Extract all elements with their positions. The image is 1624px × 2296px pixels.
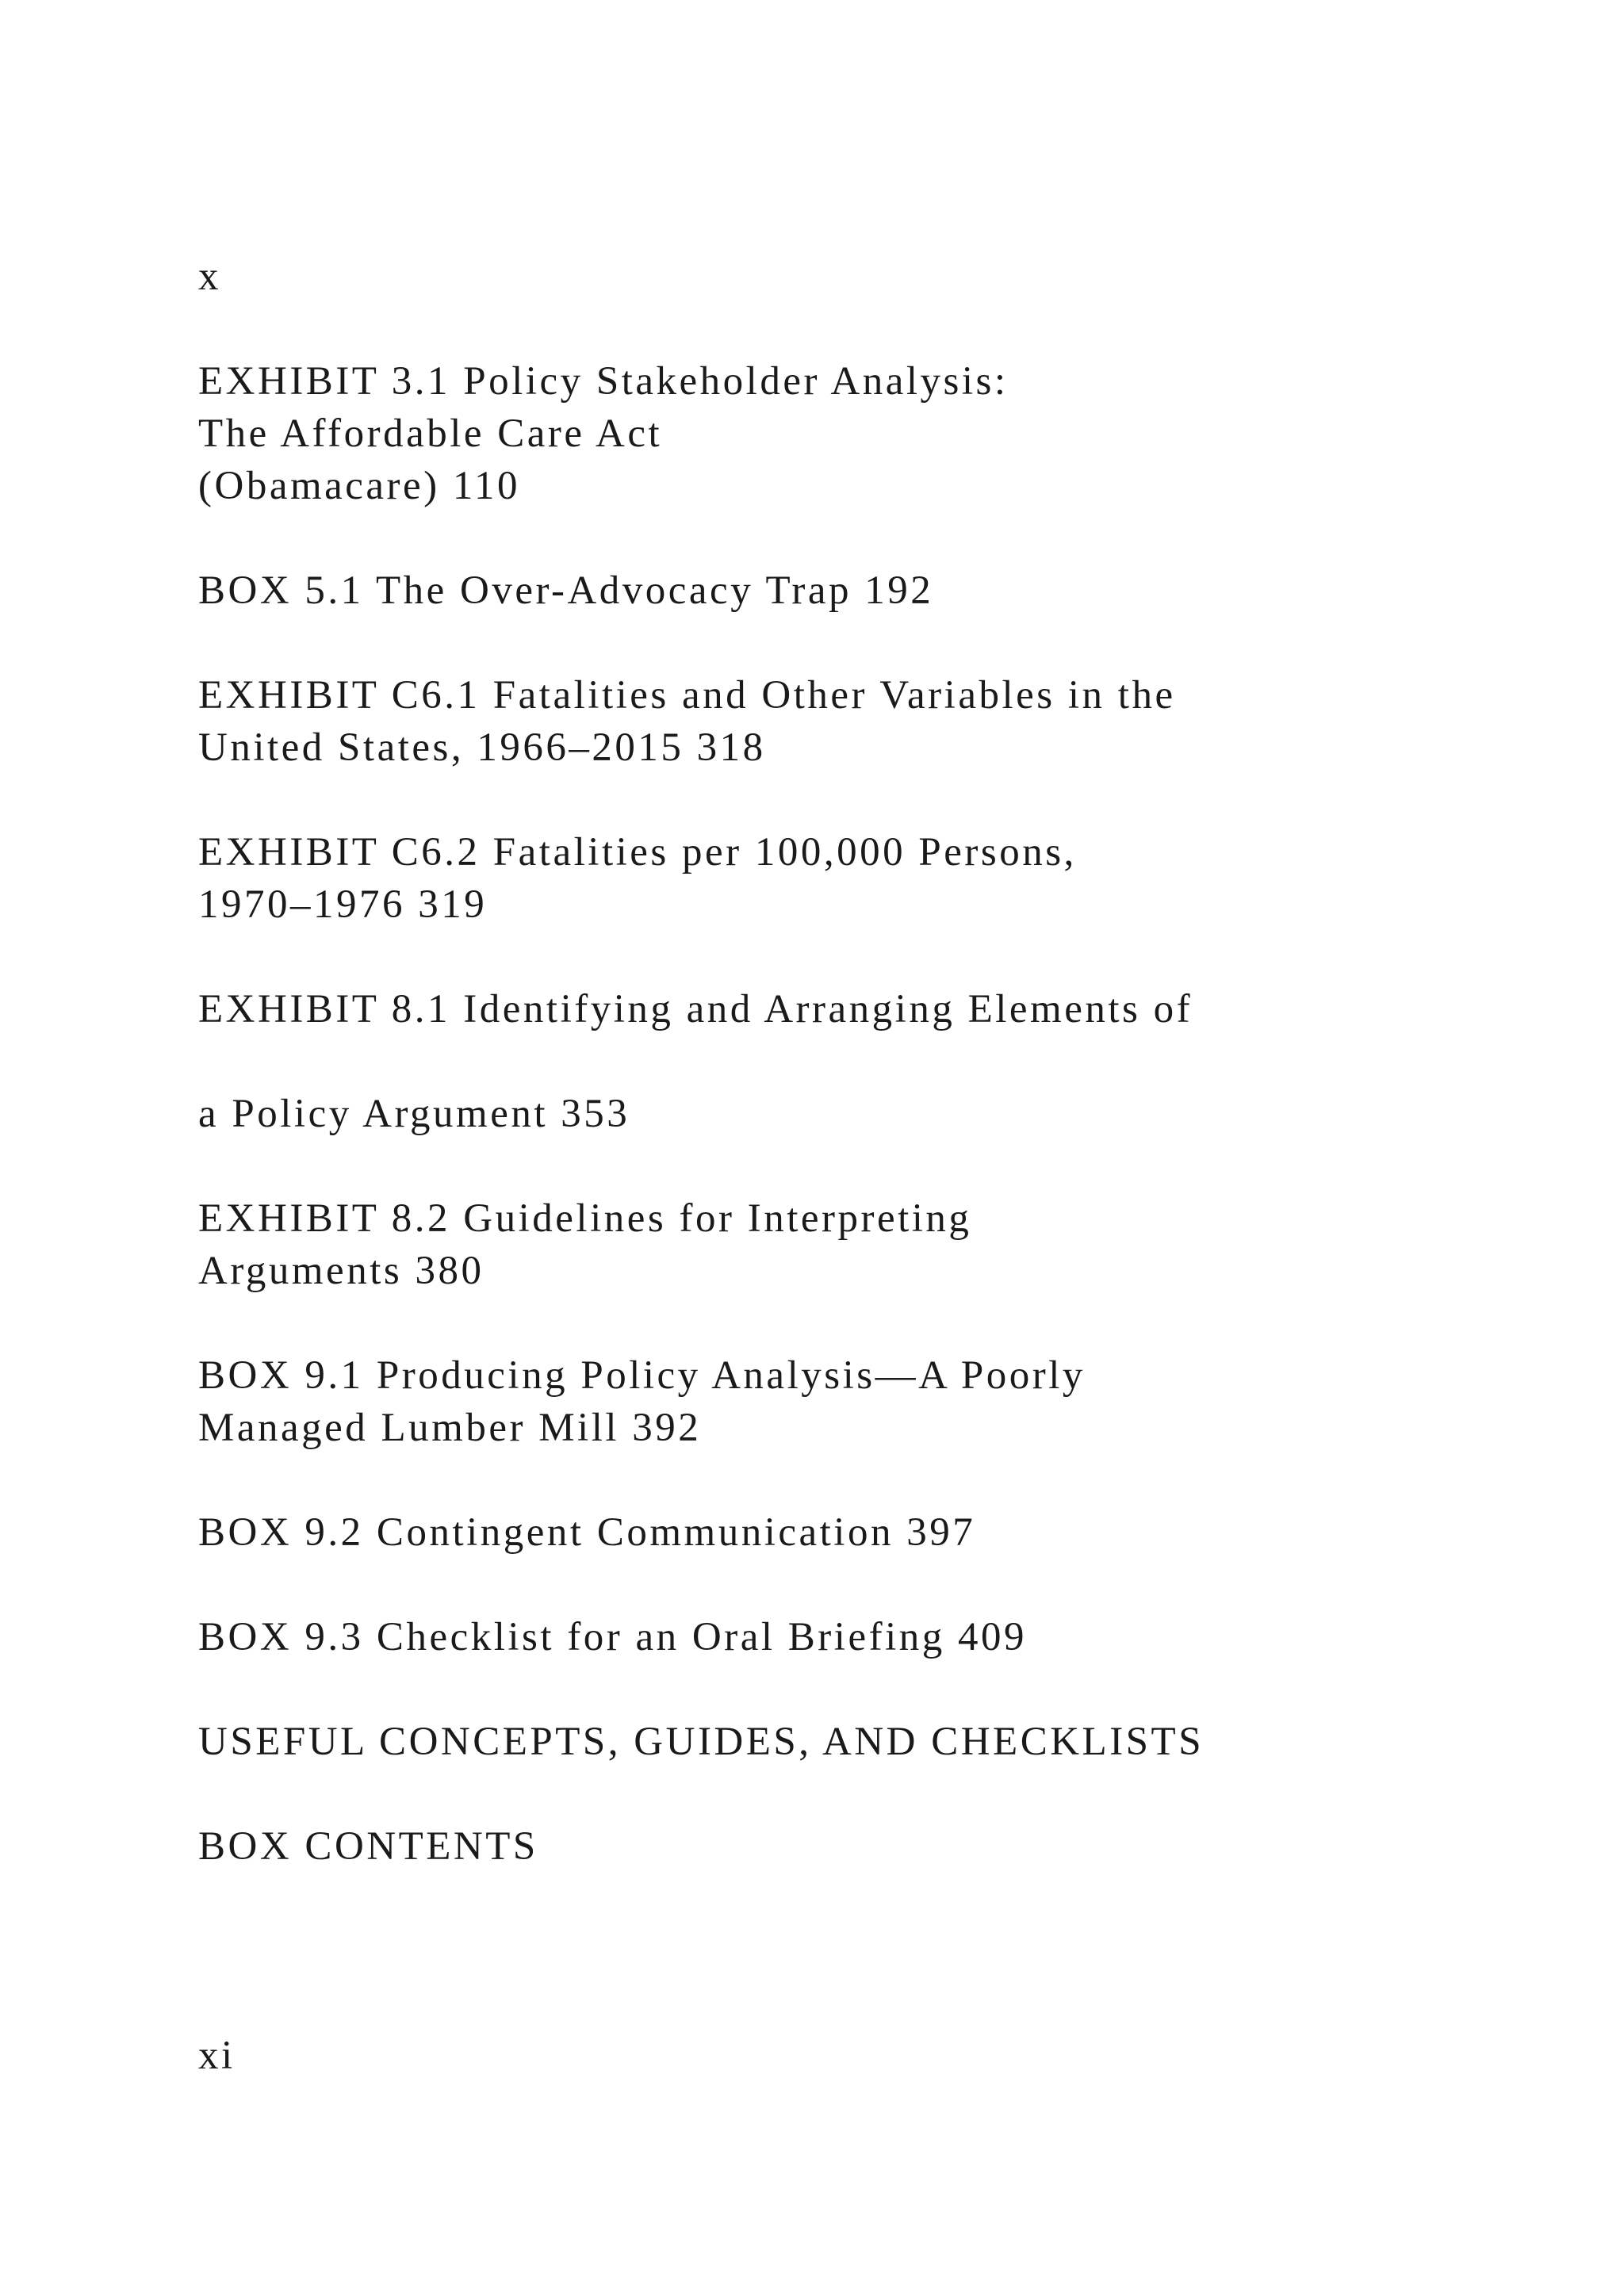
entry-exhibit-8-1-line-2: a Policy Argument 353 bbox=[198, 1092, 630, 1136]
entry-box-5-1: BOX 5.1 The Over-Advocacy Trap 192 bbox=[198, 568, 934, 613]
entry-box-9-1-line-1: BOX 9.1 Producing Policy Analysis—A Poorly bbox=[198, 1353, 1086, 1398]
entry-exhibit-c6-1-line-2: United States, 1966–2015 318 bbox=[198, 725, 766, 770]
entry-exhibit-8-2-line-1: EXHIBIT 8.2 Guidelines for Interpreting bbox=[198, 1196, 972, 1241]
entry-exhibit-c6-1-line-1: EXHIBIT C6.1 Fatalities and Other Variables in the bbox=[198, 673, 1176, 718]
entry-box-9-2: BOX 9.2 Contingent Communication 397 bbox=[198, 1510, 976, 1555]
entry-exhibit-8-1-line-1: EXHIBIT 8.1 Identifying and Arranging Elements of bbox=[198, 987, 1193, 1031]
section-title: BOX CONTENTS bbox=[198, 1824, 538, 1869]
section-heading: USEFUL CONCEPTS, GUIDES, AND CHECKLISTS bbox=[198, 1720, 1205, 1764]
entry-exhibit-c6-2-line-1: EXHIBIT C6.2 Fatalities per 100,000 Persons, bbox=[198, 830, 1077, 874]
entry-exhibit-3-1-line-1: EXHIBIT 3.1 Policy Stakeholder Analysis: bbox=[198, 359, 1009, 404]
page-number-bottom: xi bbox=[198, 2034, 236, 2078]
entry-exhibit-c6-2-line-2: 1970–1976 319 bbox=[198, 882, 488, 927]
entry-box-9-1-line-2: Managed Lumber Mill 392 bbox=[198, 1406, 702, 1450]
entry-exhibit-8-2-line-2: Arguments 380 bbox=[198, 1249, 485, 1293]
entry-exhibit-3-1-line-3: (Obamacare) 110 bbox=[198, 464, 520, 508]
entry-box-9-3: BOX 9.3 Checklist for an Oral Briefing 409 bbox=[198, 1615, 1028, 1659]
page-number-top: x bbox=[198, 254, 221, 299]
entry-exhibit-3-1-line-2: The Affordable Care Act bbox=[198, 411, 663, 456]
